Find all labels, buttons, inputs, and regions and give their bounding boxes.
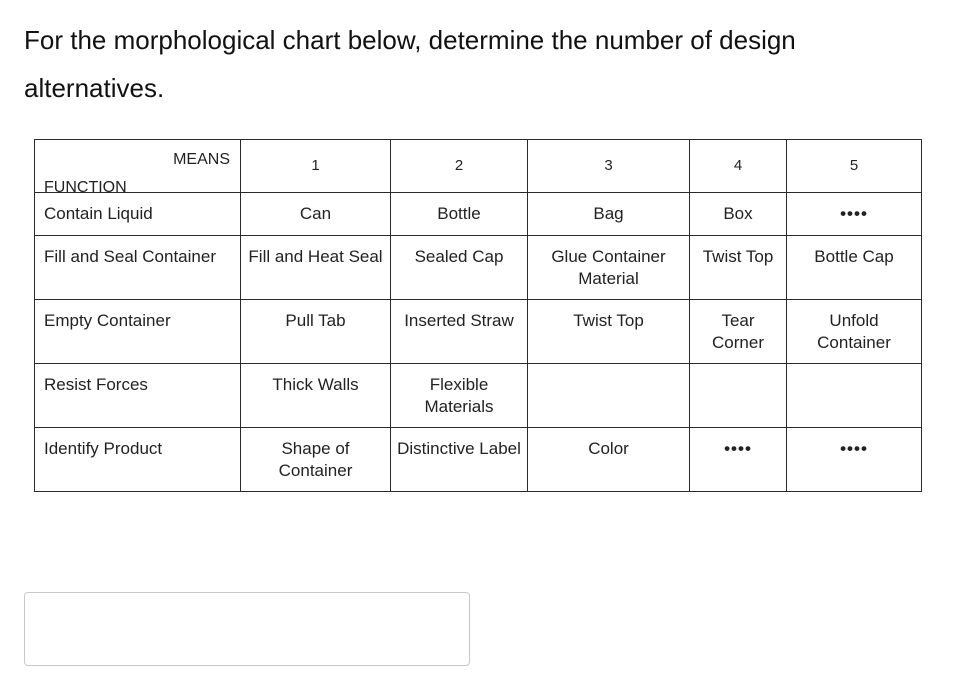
column-header: 3 [528,140,690,193]
table-row [35,364,922,428]
function-label: FUNCTION [44,179,127,196]
column-header: 4 [690,140,787,193]
function-cell: Empty Container [35,300,241,364]
means-cell: Twist Top [690,236,787,300]
column-header: 1 [241,140,391,193]
means-cell: Shape of Container [241,428,391,492]
means-cell: Sealed Cap [391,236,528,300]
function-cell: Contain Liquid [35,193,241,236]
means-cell: Distinctive Label [391,428,528,492]
means-cell: Thick Walls [241,364,391,428]
means-cell [787,364,922,428]
means-cell: Tear Corner [690,300,787,364]
means-cell: Bottle Cap [787,236,922,300]
means-cell: Flexible Materials [391,364,528,428]
column-header: 5 [787,140,922,193]
table-row [35,300,922,364]
table-row [35,236,922,300]
means-cell: •••• [787,193,922,236]
means-cell: Glue Container Material [528,236,690,300]
column-header: 2 [391,140,528,193]
table-row [35,193,922,236]
function-cell: Identify Product [35,428,241,492]
question-text: For the morphological chart below, determine the number of design alternatives. [24,25,796,103]
means-cell: •••• [690,428,787,492]
function-cell: Resist Forces [35,364,241,428]
answer-input[interactable] [24,592,470,666]
means-cell: Box [690,193,787,236]
means-label: MEANS [173,151,230,168]
means-cell [690,364,787,428]
means-cell: Fill and Heat Seal [241,236,391,300]
header-row [35,140,922,193]
corner-cell [35,140,241,196]
means-cell [528,364,690,428]
means-cell: Bottle [391,193,528,236]
means-cell: Twist Top [528,300,690,364]
means-cell: Inserted Straw [391,300,528,364]
means-cell: •••• [787,428,922,492]
morphological-chart [34,139,922,492]
table-row [35,428,922,492]
means-cell: Unfold Container [787,300,922,364]
function-cell: Fill and Seal Container [35,236,241,300]
means-cell: Can [241,193,391,236]
means-cell: Pull Tab [241,300,391,364]
means-cell: Color [528,428,690,492]
means-cell: Bag [528,193,690,236]
